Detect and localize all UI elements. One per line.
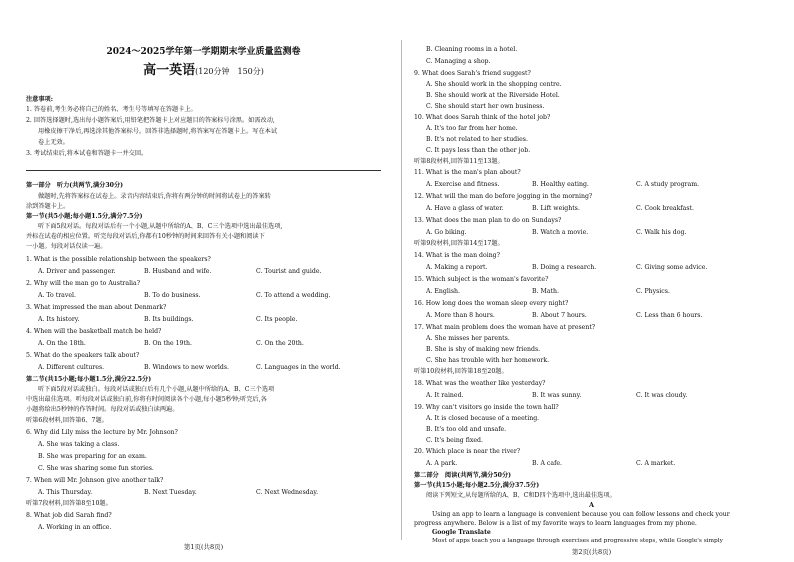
part1-intro: 涂到答题卡上。 [26, 203, 70, 210]
question-1: 1. What is the possible relationship between the speakers? [26, 256, 211, 263]
option-c: C. A market. [636, 460, 676, 467]
note-line: 用橡皮擦干净后,再选涂其他答案标号。回答非选择题时,将答案写在答题卡上。写在本试 [38, 128, 278, 135]
option-a: A. English. [426, 288, 460, 295]
option-b: B. On the 19th. [144, 340, 192, 347]
part2-heading: 第二部分 阅读(共两节,满分50分) [414, 472, 512, 479]
section2-intro: 小题将给出5秒钟的作答时间。每段对话或独白读两遍。 [26, 406, 179, 413]
option-a: A. Driver and passenger. [38, 268, 116, 275]
listening-instruction: 听第7段材料,回答第8至10题。 [26, 500, 112, 507]
option-c: C. It pays less than the other job. [426, 147, 531, 154]
exam-title: 2024～2025学年第一学期期末学业质量监测卷 [106, 47, 301, 57]
option-b: B. Cleaning rooms in a hotel. [426, 46, 518, 53]
option-c: C. To attend a wedding. [256, 292, 331, 299]
option-b: B. A cafe. [532, 460, 562, 467]
question-20: 20. Which place is near the river? [414, 448, 521, 455]
option-b: B. Doing a research. [532, 264, 597, 271]
option-b: B. Windows to new worlds. [144, 364, 229, 371]
question-19: 19. Why can't visitors go inside the town hall? [414, 404, 559, 411]
option-a: A. Have a glass of water. [426, 205, 504, 212]
option-c: C. Cook breakfast. [636, 205, 694, 212]
subject-name: 高一英语 [143, 63, 196, 78]
listening-instruction: 听第8段材料,回答第11至13题。 [414, 158, 504, 165]
part2-section1-heading: 第一节(共15小题;每小题2.5分,满分37.5分) [414, 482, 540, 489]
option-b: B. Its buildings. [144, 316, 194, 323]
option-a: A. Working in an office. [38, 524, 112, 531]
question-8: 8. What job did Sarah find? [26, 512, 112, 519]
passage-letter: A [588, 501, 595, 509]
option-c: C. It's being fixed. [426, 437, 483, 444]
question-4: 4. When will the basketball match be held? [26, 328, 162, 335]
option-c: C. Its people. [256, 316, 298, 323]
option-c: C. Walk his dog. [636, 229, 687, 236]
section1-heading: 第一节(共5小题;每小题1.5分,满分7.5分) [26, 213, 143, 220]
question-18: 18. What was the weather like yesterday? [414, 380, 546, 387]
passage-line: Most of apps teach you a language through exercises and progressive steps, while Google's simply [432, 538, 723, 544]
question-11: 11. What is the man's plan about? [414, 169, 521, 176]
option-c: C. Less than 6 hours. [636, 312, 703, 319]
option-b: B. Watch a movie. [532, 229, 589, 236]
option-a: A. Go biking. [426, 229, 467, 236]
option-b: B. She should work at the Riverside Hotel. [426, 92, 560, 99]
option-c: C. She should start her own business. [426, 103, 545, 110]
note-line: 2. 回答选择题时,选出每小题答案后,用铅笔把答题卡上对应题目的答案标号涂黑。如需改动, [26, 117, 275, 124]
option-a: A. She misses her parents. [426, 335, 510, 342]
page-footer: 第1页(共8页) [183, 543, 224, 551]
part2-section1-intro: 阅读下列短文,从每题所给的A、B、C和D四个选项中,选出最佳选项。 [426, 492, 616, 499]
option-a: A. Exercise and fitness. [426, 181, 500, 188]
question-12: 12. What will the man do before jogging in the morning? [414, 193, 593, 200]
passage-line: Using an app to learn a language is convenient because you can follow lessons and check your [432, 511, 730, 518]
page-divider [401, 40, 402, 540]
exam-duration: (120分钟 150分) [195, 67, 264, 76]
option-a: A. Making a report. [426, 264, 488, 271]
option-a: A. A park. [426, 460, 458, 467]
question-10: 10. What does Sarah think of the hotel job? [414, 114, 551, 121]
question-17: 17. What main problem does the woman have at present? [414, 324, 596, 331]
option-c: C. On the 20th. [256, 340, 304, 347]
page-footer: 第2页(共8页) [571, 548, 612, 556]
section1-intro: 听下面5段对话。每段对话后有一个小题,从题中所给的A、B、C三个选项中选出最佳选项, [38, 223, 283, 230]
option-c: C. Next Wednesday. [256, 489, 319, 496]
option-a: A. This Thursday. [38, 489, 93, 496]
question-5: 5. What do the speakers talk about? [26, 352, 140, 359]
section2-heading: 第二节(共15小题;每小题1.5分,满分22.5分) [26, 376, 152, 383]
option-b: B. She was preparing for an exam. [38, 453, 147, 460]
passage-line: progress anywhere. Below is a list of my favorite ways to learn languages from my phone. [414, 520, 697, 527]
section2-intro: 中选出最佳选项。听每段对话或独白前,你将有时间阅读各个小题,每小题5秒钟;听完后,各 [26, 396, 267, 403]
question-9: 9. What does Sarah's friend suggest? [414, 70, 531, 77]
option-b: B. Math. [532, 288, 559, 295]
option-c: C. Managing a shop. [426, 58, 491, 65]
part1-heading: 第一部分 听力(共两节,满分30分) [26, 182, 124, 189]
option-b: B. Lift weights. [532, 205, 580, 212]
page-2 [414, 0, 769, 562]
option-a: A. Different cultures. [38, 364, 105, 371]
option-a: A. She was taking a class. [38, 441, 120, 448]
question-15: 15. Which subject is the woman's favorite? [414, 276, 549, 283]
divider-rule [26, 170, 381, 171]
option-b: B. It was sunny. [532, 392, 582, 399]
question-2: 2. Why will the man go to Australia? [26, 280, 141, 287]
option-a: A. She should work in the shopping centre. [426, 81, 562, 88]
option-c: C. Languages in the world. [256, 364, 341, 371]
option-c: C. Tourist and guide. [256, 268, 322, 275]
option-c: C. She was sharing some fun stories. [38, 465, 154, 472]
option-b: B. It's too old and unsafe. [426, 426, 507, 433]
option-a: A. More than 8 hours. [426, 312, 495, 319]
option-a: A. It is closed because of a meeting. [426, 415, 540, 422]
option-a: A. Its history. [38, 316, 80, 323]
note-line: 3. 考试结束后,将本试卷和答题卡一并交回。 [26, 150, 148, 157]
option-b: B. Husband and wife. [144, 268, 212, 275]
listening-instruction: 听第9段材料,回答第14至17题。 [414, 240, 504, 247]
page-1 [26, 0, 381, 562]
notes-heading: 注意事项: [26, 96, 54, 103]
option-c: C. Physics. [636, 288, 670, 295]
option-b: B. It's not related to her studies. [426, 136, 528, 143]
option-c: C. Giving some advice. [636, 264, 708, 271]
option-c: C. A study program. [636, 181, 700, 188]
listening-instruction: 听第10段材料,回答第18至20题。 [414, 368, 508, 375]
part1-intro: 做题时,先将答案标在试卷上。录音内容结束后,你将有两分钟的时间将试卷上的答案转 [38, 193, 271, 200]
question-14: 14. What is the man doing? [414, 252, 500, 259]
question-7: 7. When will Mr. Johnson give another talk? [26, 477, 164, 484]
question-6: 6. Why did Lily miss the lecture by Mr. Johnson? [26, 429, 178, 436]
section1-intro: 并标在试卷的相应位置。听完每段对话后,你都有10秒钟的时间来回答有关小题和阅读下 [26, 233, 265, 240]
question-3: 3. What impressed the man about Denmark? [26, 304, 167, 311]
option-a: A. To travel. [38, 292, 76, 299]
question-16: 16. How long does the woman sleep every night? [414, 300, 569, 307]
option-a: A. On the 18th. [38, 340, 86, 347]
passage-subheading: Google Translate [432, 529, 491, 536]
option-b: B. Next Tuesday. [144, 489, 197, 496]
option-b: B. To do business. [144, 292, 201, 299]
section1-intro: 一小题。每段对话仅读一遍。 [26, 243, 107, 250]
option-b: B. She is shy of making new friends. [426, 346, 541, 353]
note-line: 卷上无效。 [38, 139, 69, 146]
option-a: A. It's too far from her home. [426, 125, 518, 132]
section2-intro: 听下面5段对话或独白。每段对话或独白后有几个小题,从题中所给的A、B、C三个选项 [38, 386, 275, 393]
option-b: B. Healthy eating. [532, 181, 589, 188]
question-13: 13. What does the man plan to do on Sundays? [414, 217, 562, 224]
option-c: C. She has trouble with her homework. [426, 357, 550, 364]
subject-title [26, 63, 381, 80]
listening-instruction: 听第6段材料,回答第6、7题。 [26, 417, 108, 424]
note-line: 1. 答卷前,考生务必将自己的姓名、考生号等填写在答题卡上。 [26, 106, 197, 113]
option-a: A. It rained. [426, 392, 464, 399]
option-c: C. It was cloudy. [636, 392, 688, 399]
option-b: B. About 7 hours. [532, 312, 587, 319]
